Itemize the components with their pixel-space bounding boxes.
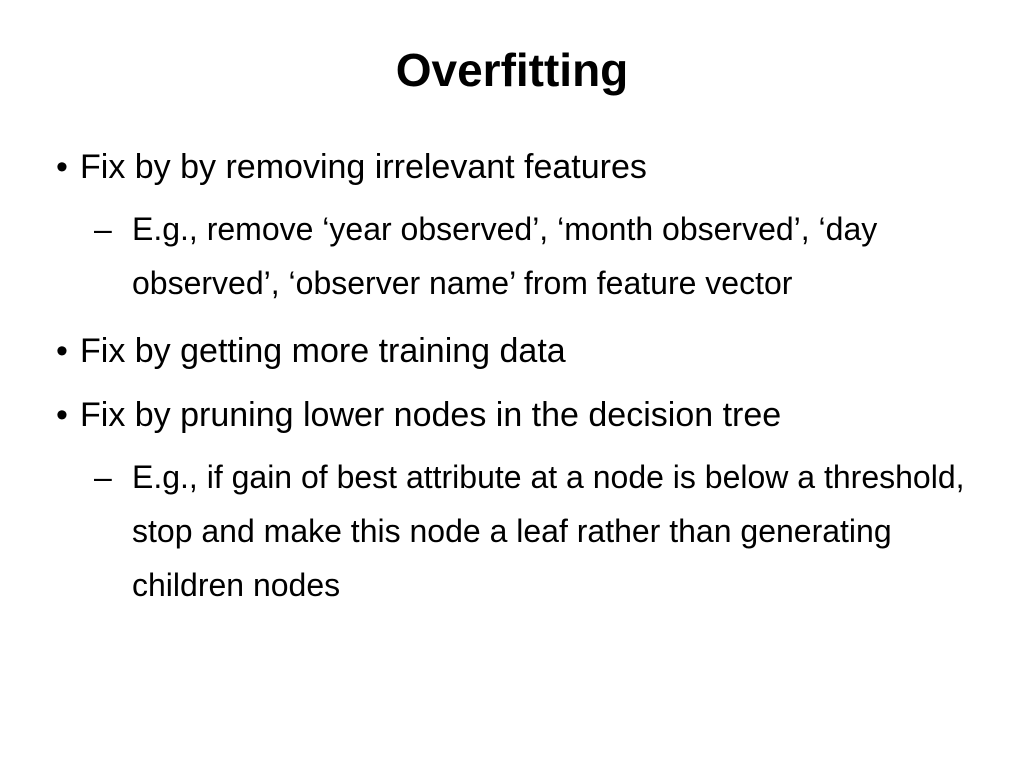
slide-content: [56, 142, 976, 628]
sub-bullet-marker: –: [94, 459, 112, 495]
bullet-text: Fix by pruning lower nodes in the decision tree: [80, 396, 782, 434]
bullet-marker: •: [56, 396, 68, 434]
slide-title: Overfitting: [395, 44, 629, 96]
bullet-marker: •: [56, 332, 68, 370]
sub-bullet-text: E.g., remove ‘year observed’, ‘month observed’, ‘day observed’, ‘observer name’ from feature vector: [132, 211, 878, 301]
sub-bullet-marker: –: [94, 211, 112, 247]
sub-bullet-item: [56, 450, 976, 612]
sub-bullet-text: E.g., if gain of best attribute at a node is below a threshold, stop and make this node a leaf rather than generating children nodes: [132, 459, 965, 603]
bullet-text: Fix by by removing irrelevant features: [80, 148, 647, 186]
bullet-marker: •: [56, 148, 68, 186]
bullet-text: Fix by getting more training data: [80, 332, 566, 370]
bullet-item: [56, 142, 976, 192]
bullet-item: [56, 390, 976, 440]
bullet-item: [56, 326, 976, 376]
sub-bullet-item: [56, 202, 976, 310]
